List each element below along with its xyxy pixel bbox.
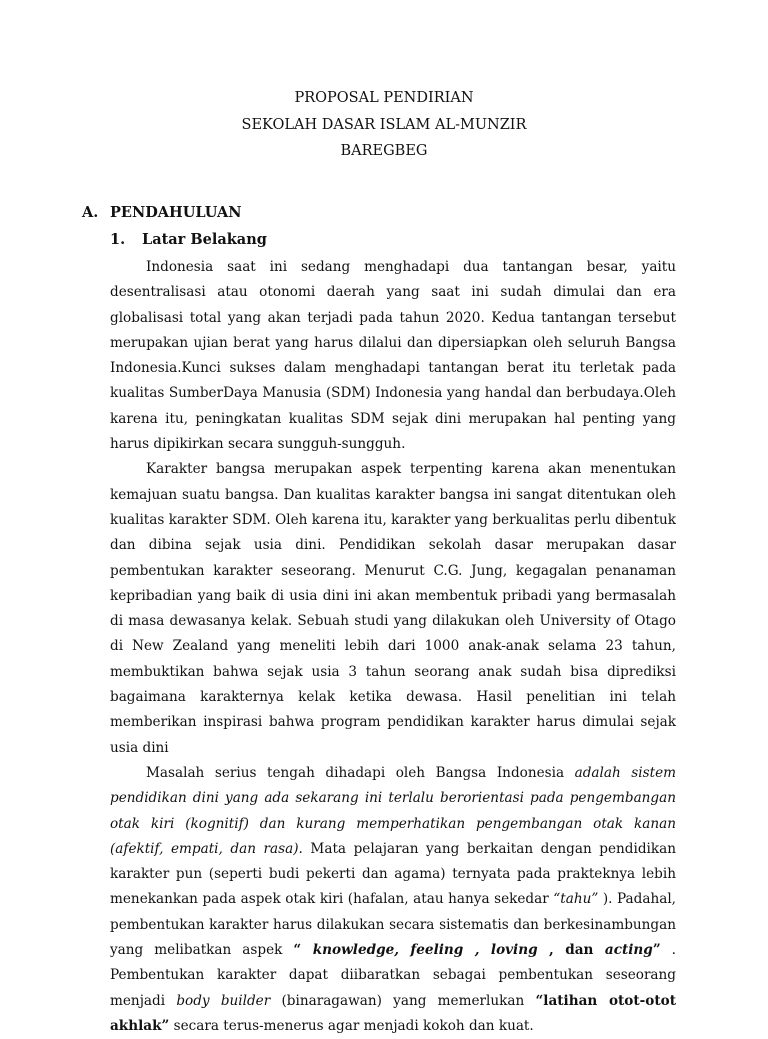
p3-bold-italic-text: acting [604, 942, 653, 959]
title-line-3: BAREGBEG [340, 143, 428, 159]
title-line-2: SEKOLAH DASAR ISLAM AL-MUNZIR [241, 116, 527, 133]
section-number: A. [82, 204, 99, 221]
p3-text: Mata pelajaran yang berkaitan dengan pendidikan karakter pun (seperti budi pekerti dan agama) ternyata pada prakteknya lebih menekankan pada aspek otak kiri (hafalan, atau hanya sekedar [110, 840, 676, 908]
p3-italic-text: adalah sistem pendidikan dini yang ada sekarang ini terlalu berorientasi pada pengembangan otak kiri (kognitif) dan kurang memperhatikan pengembangan otak kanan (afektif, empati, dan rasa). [110, 764, 676, 857]
p3-italic-text: “tahu” [553, 891, 599, 908]
subsection-title: Latar Belakang [142, 231, 267, 248]
p3-text: ). Padahal, pembentukan karakter harus dilakukan secara sistematis dan berkesinambungan yang melibatkan aspek [110, 891, 676, 959]
p3-bold-text: “ [293, 942, 313, 959]
p3-bold-italic-text: knowledge, feeling , loving [312, 942, 538, 959]
subsection-number: 1. [110, 231, 126, 248]
p3-bold-text: ” [652, 942, 661, 959]
paragraph-3 [110, 761, 676, 1039]
body-text [110, 255, 676, 1039]
p3-text: (binaragawan) yang memerlukan [270, 992, 536, 1009]
p3-bold-text: “latihan otot-otot akhlak” [110, 992, 676, 1034]
section-title: PENDAHULUAN [110, 204, 242, 221]
subsection-heading [110, 231, 267, 248]
title-line-1: PROPOSAL PENDIRIAN [294, 90, 474, 106]
p3-text: Masalah serius tengah dihadapi oleh Bangsa Indonesia [146, 764, 575, 781]
section-heading [82, 204, 241, 221]
document-title [0, 85, 768, 165]
p3-text: . Pembentukan karakter dapat diibaratkan sebagai pembentukan seseorang menjadi [110, 942, 676, 1009]
p3-bold-text: , dan [537, 942, 605, 959]
paragraph-2: Karakter bangsa merupakan aspek terpenting karena akan menentukan kemajuan suatu bangsa. Dan kualitas karakter bangsa ini sangat ditentukan oleh kualitas karakter SDM. Oleh karena itu, karakter yang berkualitas perlu dibentuk dan dibina sejak usia dini. Pendidikan sekolah dasar merupakan dasar pembentukan karakter seseorang. Menurut C.G. Jung, kegagalan penanaman kepribadian yang baik di usia dini ini akan membentuk pribadi yang bermasalah di masa dewasanya kelak. Sebuah studi yang dilakukan oleh University of Otago di New Zealand yang meneliti lebih dari 1000 anak-anak selama 23 tahun, membuktikan bahwa sejak usia 3 tahun seorang anak sudah bisa diprediksi bagaimana karakternya kelak ketika dewasa. Hasil penelitian ini telah memberikan inspirasi bahwa program pendidikan karakter harus dimulai sejak usia dini [110, 461, 676, 756]
p3-text: secara terus-menerus agar menjadi kokoh dan kuat. [169, 1017, 534, 1034]
paragraph-1: Indonesia saat ini sedang menghadapi dua tantangan besar, yaitu desentralisasi atau otonomi daerah yang saat ini sudah dimulai dan era globalisasi total yang akan terjadi pada tahun 2020. Kedua tantangan tersebut merupakan ujian berat yang harus dilalui dan dipersiapkan oleh seluruh Bangsa Indonesia.Kunci sukses dalam menghadapi tantangan berat itu terletak pada kualitas SumberDaya Manusia (SDM) Indonesia yang handal dan berbudaya.Oleh karena itu, peningkatan kualitas SDM sejak dini merupakan hal penting yang harus dipikirkan secara sungguh-sungguh. [110, 259, 676, 453]
p3-italic-text: body builder [176, 992, 271, 1009]
